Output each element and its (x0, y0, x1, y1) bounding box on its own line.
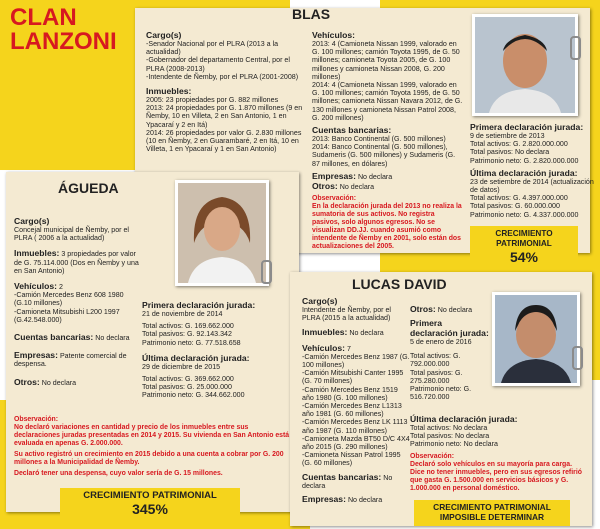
blas-obs-text: En la declaración jurada del 2013 no realiza la sumatoria de sus activos. No registra pasivos, solo algunos egresos. No se visualizan DD.JJ. cuando asumió como intendente de Ñemby en 2001, solo están dos actualizaciones del 2005. (312, 203, 462, 251)
lucas-cargos-text: Intendente de Ñemby, por el PLRA (2015 a la actualidad) (302, 306, 391, 323)
lucas-ultima-3: Patrimonio neto: No declara (410, 440, 498, 449)
agueda-observations (14, 416, 292, 478)
lucas-primera-3: Patrimonio neto: G. 516.720.000 (410, 385, 472, 402)
blas-cuenta-1: 2013: Banco Continental (G. 500 millones) (312, 135, 446, 144)
blas-cuenta-2: 2014: Banco Continental (G. 500 millones), Sudameris (G. 500 millones) y Sudameris (G. 87 millones, en dólares) (312, 143, 456, 168)
agueda-ultima-4: Patrimonio neto: G. 344.662.000 (142, 391, 245, 400)
blas-inmuebles-label: Inmuebles: (146, 86, 192, 97)
lucas-empresas-label: Empresas: (302, 494, 346, 505)
blas-primera-2: Total activos: G. 2.820.000.000 (470, 140, 568, 149)
blas-growth-label: CRECIMIENTO PATRIMONIAL (495, 229, 553, 248)
lucas-left-column (302, 296, 410, 504)
lucas-photo (492, 292, 580, 386)
agueda-otros-value: No declara (41, 378, 77, 387)
blas-left-column (146, 30, 304, 153)
blas-inmueble-1: 2005: 23 propiedades por G. 882 millones (146, 96, 279, 105)
agueda-vehiculo-1: -Camión Mercedes Benz 608 1980 (G.10 millones) (14, 291, 124, 308)
lucas-cargos-label: Cargo(s) (302, 296, 338, 306)
lucas-name: LUCAS DAVID (352, 276, 447, 292)
agueda-ultima-1: 29 de diciembre de 2015 (142, 362, 221, 371)
agueda-ultima-label: Última declaración jurada: (142, 352, 250, 363)
blas-primera-1: 9 de setiembre de 2013 (470, 132, 545, 140)
lucas-empresas-value: No declara (347, 496, 383, 505)
agueda-paperclip-icon (261, 260, 272, 284)
agueda-growth-label: CRECIMIENTO PATRIMONIAL (83, 490, 217, 501)
agueda-primera-3: Total pasivos: G. 92.143.342 (142, 330, 232, 339)
agueda-vehiculos-label: Vehículos: (14, 281, 57, 292)
lucas-vehiculo-5: -Camión Mercedes Benz LK 1113 año 1987 (G. 110 millones) (302, 418, 408, 435)
lucas-vehiculo-4: -Camión Mercedes Benz L1313 año 1981 (G. 60 millones) (302, 402, 402, 419)
clan-title (10, 6, 117, 54)
lucas-ultima-2: Total pasivos: No declara (410, 432, 490, 441)
lucas-obs-label: Observación: (410, 452, 455, 460)
blas-cargos-label: Cargo(s) (146, 30, 182, 40)
blas-ultima-2: Total activos: G. 4.397.000.000 (470, 194, 568, 203)
lucas-obs-text: Declaró solo vehículos en su mayoría para carga. Dice no tener inmuebles, pero en sus egresos refirió que gasta G. 1.500.000 en servicios básicos y G. 1.000.000 en personal doméstico. (410, 460, 582, 492)
blas-growth-box (470, 226, 578, 268)
blas-cuentas-label: Cuentas bancarias: (312, 125, 392, 136)
agueda-growth-value: 345% (132, 501, 168, 517)
lucas-portrait-icon (495, 295, 577, 383)
lucas-cuentas-label: Cuentas bancarias: (302, 471, 382, 482)
blas-primera-label: Primera declaración jurada: (470, 122, 584, 132)
lucas-right-column (410, 318, 490, 401)
lucas-inmuebles-label: Inmuebles: (302, 327, 348, 338)
lucas-growth-box (414, 500, 570, 526)
lucas-inmuebles-value: No declara (349, 329, 384, 338)
lucas-otros-row (410, 304, 490, 314)
lucas-vehiculo-1: -Camión Mercedes Benz 1987 (G. 100 millones) (302, 352, 410, 370)
blas-middle-column (312, 30, 464, 251)
lucas-otros-value: No declara (437, 306, 473, 314)
agueda-obs-1: No declaró variaciones en cantidad y precio de los inmuebles entre sus declaraciones juradas presentadas en 2014 y 2015. Su vivienda en San Antonio está evaluada en apenas G. 2.000.000. (14, 424, 290, 447)
blas-primera-3: Total pasivos: No declara (470, 148, 550, 157)
blas-cargo-1: -Senador Nacional por el PLRA (2013 a la actualidad) (146, 40, 279, 57)
blas-right-column (470, 122, 594, 219)
agueda-left-column (14, 216, 142, 387)
agueda-otros-label: Otros: (14, 376, 40, 387)
agueda-cargos-label: Cargo(s) (14, 216, 50, 226)
lucas-vehiculo-6: -Camioneta Mazda BT50 D/C 4X4 año 2015 (G. 290 millones) (302, 434, 410, 452)
lucas-ultima-label: Última declaración jurada: (410, 414, 518, 424)
blas-cargo-2: -Gobernador del departamento Central, por el PLRA (2008-2013) (146, 56, 290, 73)
lucas-cuentas-value: No declara (302, 473, 393, 490)
lucas-primera-date: 5 de enero de 2016 (410, 338, 472, 346)
lucas-growth-label: CRECIMIENTO PATRIMONIAL (433, 502, 551, 512)
blas-empresas-label: Empresas: (312, 170, 356, 181)
blas-vehiculo-1: 2013: 4 (Camioneta Nissan 1999, valorado en G. 100 millones; camión Toyota 1995, de G. 50 millones; camioneta Toyota 2005, de G. 100 millones y camioneta Nissan 2008, G. 200 millones) (312, 40, 460, 81)
agueda-primera-4: Patrimonio neto: G. 77.518.658 (142, 338, 241, 347)
lucas-vehiculos-count: 7 (346, 344, 351, 353)
agueda-obs-3: Declaró tener una despensa, cuyo valor sería de G. 15 millones. (14, 470, 223, 477)
agueda-ultima-3: Total pasivos: G. 25.000.000 (142, 383, 232, 392)
agueda-cargos-text: Concejal municipal de Ñemby, por el PLRA ( 2006 a la actualidad) (14, 226, 129, 243)
blas-paperclip-icon (570, 36, 581, 60)
blas-inmueble-2: 2013: 24 propiedades por G. 1.870 millones (9 en Ñemby, 10 en Villeta, 2 en San Antonio, 1 en Ypacaraí y 2 en Itá) (146, 104, 303, 129)
blas-obs-label: Observación: (312, 195, 357, 203)
blas-photo (472, 14, 578, 116)
agueda-obs-label: Observación: (14, 416, 59, 423)
agueda-empresas-value: Patente comercial de despensa. (14, 352, 127, 369)
agueda-inmuebles-text: 3 propiedades por valor de G. 75.114.000 (Dos en Ñemby y una en San Antonio) (14, 250, 139, 275)
lucas-vehiculos-label: Vehículos: (302, 342, 345, 353)
blas-otros-value: No declara (339, 183, 375, 192)
lucas-vehiculo-2: -Camión Mitsubishi Canter 1995 (G. 70 millones) (302, 369, 404, 386)
agueda-primera-label: Primera declaración jurada: (142, 300, 256, 310)
agueda-primera-1: 21 de noviembre de 2014 (142, 310, 223, 318)
agueda-obs-2: Su activo registró un crecimiento en 2015 debido a una cuenta a cobrar por G. 200 millones a la Municipalidad de Ñemby. (14, 451, 284, 466)
agueda-vehiculo-2: -Camioneta Mitsubishi L200 1997 (G.42.548.000) (14, 307, 120, 324)
lucas-vehiculo-3: -Camión Mercedes Benz 1519 año 1980 (G. 100 millones) (302, 385, 398, 402)
agueda-right-column (142, 300, 292, 400)
lucas-vehiculo-7: -Camioneta Nissan Patrol 1995 (G. 60 millones) (302, 451, 401, 468)
agueda-growth-box (60, 488, 240, 522)
lucas-ultima-block (410, 414, 582, 493)
blas-name: BLAS (292, 6, 331, 22)
clan-title-line2: LANZONI (10, 28, 117, 55)
lucas-primera-2: Total pasivos: G. 275.280.000 (410, 368, 463, 385)
lucas-ultima-1: Total activos: No declara (410, 424, 488, 432)
blas-ultima-1: 23 de setiembre de 2014 (actualización de datos) (470, 177, 594, 195)
lucas-primera-label: Primera declaración jurada: (410, 318, 489, 338)
blas-portrait-icon (475, 17, 575, 113)
blas-growth-value: 54% (509, 249, 539, 265)
agueda-inmuebles-label: Inmuebles: (14, 248, 60, 259)
lucas-paperclip-icon (572, 346, 583, 370)
agueda-ultima-2: Total activos: G. 369.662.000 (142, 375, 234, 384)
blas-ultima-label: Última declaración jurada: (470, 167, 578, 178)
agueda-cuentas-value: No declara (95, 334, 130, 343)
agueda-vehiculos-count: 2 (58, 283, 63, 292)
clan-title-line1: CLAN (10, 4, 77, 31)
blas-vehiculos-label: Vehículos: (312, 30, 355, 40)
blas-primera-4: Patrimonio neto: G. 2.820.000.000 (470, 156, 579, 165)
blas-inmueble-3: 2014: 26 propiedades por valor G. 2.830 millones (10 en Ñemby, 2 en Guarambaré, 2 en Itá, 10 en Villeta, 1 en Ypacaraí y 1 en San Antonio) (146, 128, 302, 154)
agueda-cuentas-label: Cuentas bancarias: (14, 332, 94, 343)
blas-ultima-4: Patrimonio neto: G. 4.337.000.000 (470, 210, 579, 219)
agueda-empresas-label: Empresas: (14, 350, 58, 361)
lucas-primera-1: Total activos: G. 792.000.000 (410, 352, 461, 369)
blas-ultima-3: Total pasivos: G. 60.000.000 (470, 202, 560, 211)
blas-cargo-3: -Intendente de Ñemby, por el PLRA (2001-2008) (146, 72, 299, 81)
lucas-growth-value: IMPOSIBLE DETERMINAR (439, 512, 545, 522)
blas-otros-label: Otros: (312, 181, 338, 192)
lucas-otros-label: Otros: (410, 304, 436, 314)
agueda-name: ÁGUEDA (58, 180, 119, 196)
agueda-portrait-icon (178, 183, 266, 283)
agueda-photo (175, 180, 269, 286)
agueda-primera-2: Total activos: G. 169.662.000 (142, 322, 234, 331)
blas-vehiculo-2: 2014: 4 (Camioneta Nissan 1999, valorado en G. 100 millones; camión Toyota 1995, de G. 50 millones; camioneta Nissan Navara 2012, de G. 130 millones y camioneta Nissan Patrol 2008, G. 200 millones) (312, 81, 463, 122)
blas-empresas-value: No declara (357, 172, 393, 181)
